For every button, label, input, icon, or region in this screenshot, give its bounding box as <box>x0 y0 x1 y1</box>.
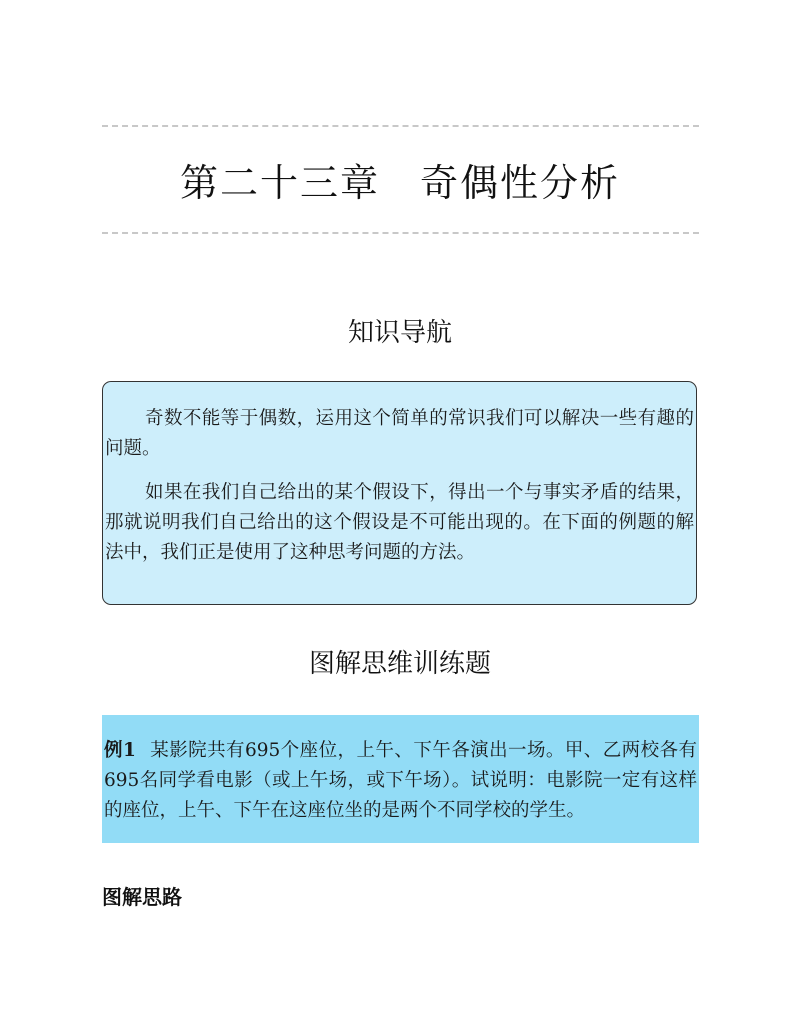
training-heading: 图解思维训练题 <box>308 649 491 679</box>
top-divider <box>102 125 699 127</box>
example-paragraph <box>104 736 697 826</box>
example-text: 某影院共有695个座位，上午、下午各演出一场。甲、乙两校各有695名同学看电影（或上午场，或下午场）。试说明：电影院一定有这样的座位，上午、下午在这座位坐的是两个不同学校的学生。 <box>104 740 697 821</box>
knowledge-box <box>102 381 697 605</box>
chapter-title: 第二十三章 奇偶性分析 <box>179 161 620 205</box>
example-label: 例1 <box>104 740 136 761</box>
solution-heading: 图解思路 <box>102 885 182 909</box>
knowledge-heading: 知识导航 <box>347 318 452 348</box>
knowledge-paragraph: 如果在我们自己给出的某个假设下，得出一个与事实矛盾的结果，那就说明我们自己给出的这个假设是不可能出现的。在下面的例题的解法中，我们正是使用了这种思考问题的方法。 <box>105 482 694 563</box>
example-box <box>102 715 699 843</box>
knowledge-paragraph: 奇数不能等于偶数，运用这个简单的常识我们可以解决一些有趣的问题。 <box>105 408 694 459</box>
title-divider <box>102 232 699 234</box>
